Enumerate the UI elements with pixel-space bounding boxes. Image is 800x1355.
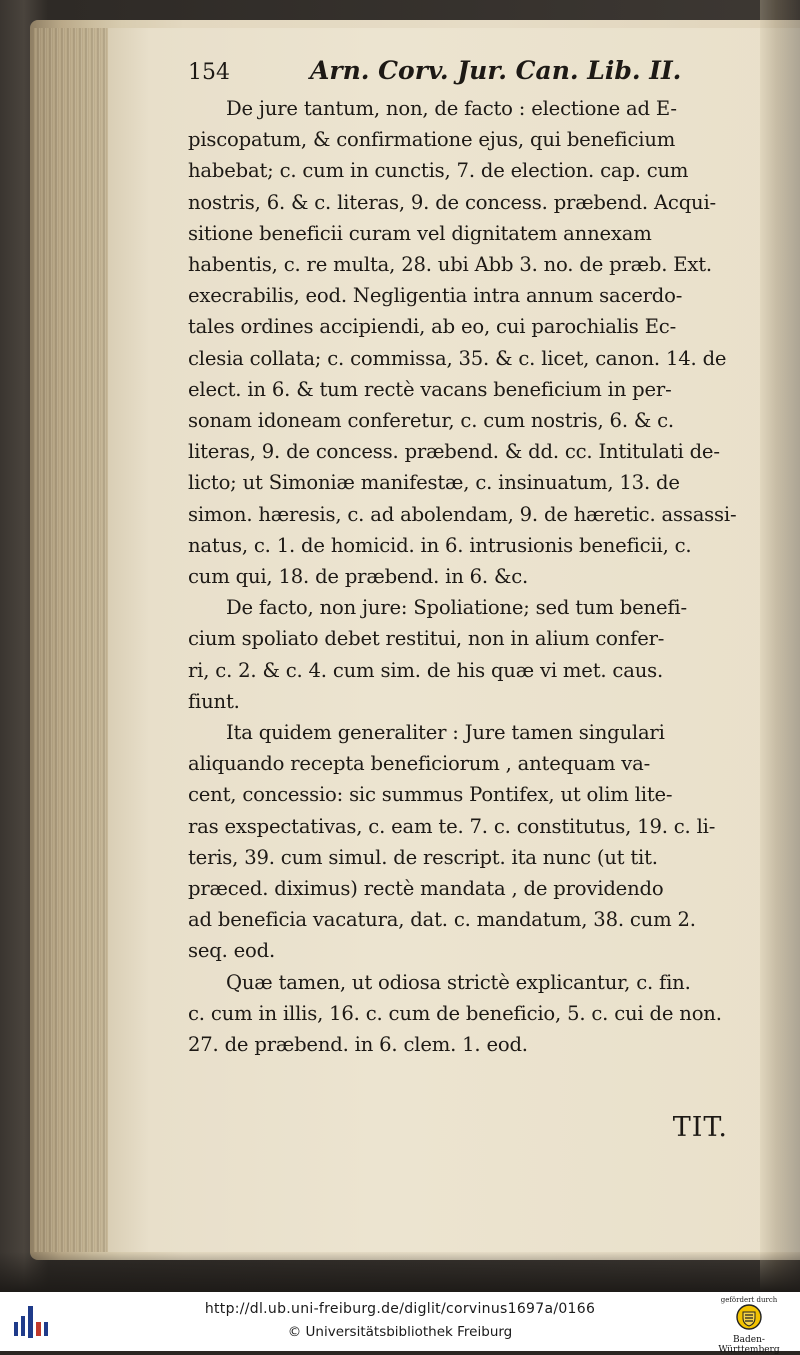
funder-badge bbox=[710, 1296, 788, 1355]
text-line: tales ordines accipiendi, ab eo, cui parochialis Ec- bbox=[188, 315, 676, 339]
text-line: elect. in 6. & tum rectè vacans beneficium in per- bbox=[188, 377, 672, 401]
text-line: cium spoliato debet restitui, non in alium confer- bbox=[188, 627, 665, 651]
bottom-shadow bbox=[0, 1252, 800, 1292]
text-line: ras exspectativas, c. eam te. 7. c. constitutus, 19. c. li- bbox=[188, 814, 716, 838]
text-line: ad beneficia vacatura, dat. c. mandatum, 38. cum 2. bbox=[188, 908, 696, 932]
text-lines bbox=[188, 93, 736, 1060]
text-line: licto; ut Simoniæ manifestæ, c. insinuatum, 13. de bbox=[188, 471, 680, 495]
text-line: ri, c. 2. & c. 4. cum sim. de his quæ vi met. caus. bbox=[188, 658, 663, 682]
funder-label: gefördert durch bbox=[720, 1296, 778, 1304]
funder-name: Baden-Württemberg bbox=[718, 1335, 780, 1355]
catchword: TIT. bbox=[672, 1112, 728, 1143]
page-number: 154 bbox=[188, 60, 230, 85]
coat-of-arms-icon bbox=[736, 1304, 762, 1330]
page-edges bbox=[34, 28, 110, 1252]
text-line: fiunt. bbox=[188, 689, 240, 713]
page-header bbox=[188, 56, 736, 85]
text-line: seq. eod. bbox=[188, 939, 276, 963]
text-line: De jure tantum, non, de facto : electione ad E- bbox=[226, 97, 677, 120]
viewer-footer bbox=[0, 1292, 800, 1355]
permalink-url[interactable]: http://dl.ub.uni-freiburg.de/diglit/corvinus1697a/0166 bbox=[204, 1301, 596, 1317]
running-head: Arn. Corv. Jur. Can. Lib. II. bbox=[310, 56, 682, 85]
page-fold-shadow bbox=[760, 0, 800, 1292]
text-line: piscopatum, & confirmatione ejus, qui beneficium bbox=[188, 128, 676, 152]
text-line: nostris, 6. & c. literas, 9. de concess. præbend. Acqui- bbox=[188, 190, 716, 214]
text-line: Quæ tamen, ut odiosa strictè explicantur, c. fin. bbox=[226, 970, 691, 994]
text-line: cent, concessio: sic summus Pontifex, ut olim lite- bbox=[188, 783, 673, 807]
text-line: 27. de præbend. in 6. clem. 1. eod. bbox=[188, 1033, 528, 1057]
text-line: aliquando recepta beneficiorum , antequam va- bbox=[188, 752, 651, 776]
copyright-notice: © Universitätsbibliothek Freiburg bbox=[287, 1324, 513, 1340]
text-line: præced. diximus) rectè mandata , de providendo bbox=[188, 877, 664, 901]
page-text bbox=[188, 56, 736, 1060]
text-line: teris, 39. cum simul. de rescript. ita nunc (ut tit. bbox=[188, 845, 658, 869]
text-line: literas, 9. de concess. præbend. & dd. cc. Intitulati de- bbox=[188, 440, 720, 464]
text-line: Ita quidem generaliter : Jure tamen singulari bbox=[226, 721, 665, 745]
text-line: clesia collata; c. commissa, 35. & c. licet, canon. 14. de bbox=[188, 346, 727, 370]
text-line: simon. hæresis, c. ad abolendam, 9. de hæretic. assassi- bbox=[188, 502, 737, 526]
text-line: sonam idoneam conferetur, c. cum nostris, 6. & c. bbox=[188, 409, 674, 433]
text-line: habebat; c. cum in cunctis, 7. de election. cap. cum bbox=[188, 159, 689, 183]
text-line: sitione beneficii curam vel dignitatem annexam bbox=[188, 221, 652, 245]
text-line: De facto, non jure: Spoliatione; sed tum benefi- bbox=[226, 596, 687, 620]
text-line: cum qui, 18. de præbend. in 6. &c. bbox=[188, 565, 529, 589]
text-line: natus, c. 1. de homicid. in 6. intrusionis beneficii, c. bbox=[188, 533, 692, 557]
text-line: c. cum in illis, 16. c. cum de beneficio, 5. c. cui de non. bbox=[188, 1001, 722, 1025]
text-line: execrabilis, eod. Negligentia intra annum sacerdo- bbox=[188, 284, 683, 308]
text-line: habentis, c. re multa, 28. ubi Abb 3. no. de præb. Ext. bbox=[188, 253, 712, 277]
